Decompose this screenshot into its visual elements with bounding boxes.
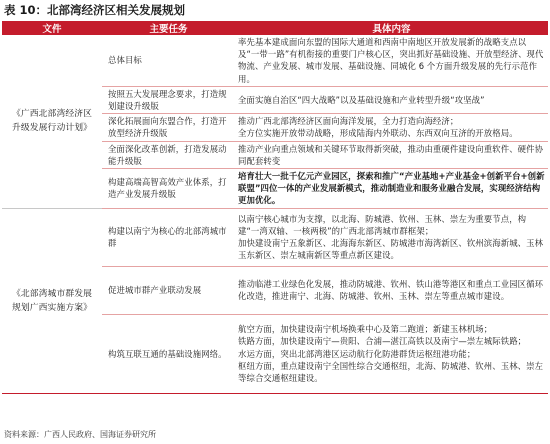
table-body [2, 35, 548, 393]
content-paragraph: 培育壮大一批千亿元产业园区，探索和推广“产业基地+产业基金+创新平台+创新联盟”四位一体的产业发展新模式，推动制造业和服务业融合发展，实现经济结构更加优化。 [238, 171, 545, 206]
header-file: 文件 [2, 21, 102, 35]
content-cell [235, 314, 548, 393]
content-paragraph: 加快建设南宁五象新区、北海海东新区、防城港市海湾新区、钦州滨海新城、玉林玉东新区、崇左城南新区等重点新区建设。 [238, 238, 544, 261]
content-cell [235, 114, 548, 141]
table-header [2, 21, 548, 35]
content-paragraph: 枢纽方面，重点建设南宁全国性综合交通枢纽，北海、防城港、钦州、玉林、崇左等综合交通枢纽建设。 [238, 360, 544, 383]
header-content: 具体内容 [235, 21, 548, 35]
content-paragraph: 航空方面，加快建设南宁机场换乘中心及第二跑道；新建玉林机场； [238, 324, 493, 335]
header-task: 主要任务 [102, 21, 235, 35]
task-cell: 总体目标 [108, 55, 142, 66]
table-container [2, 21, 548, 394]
task-cell: 构建高端高智高效产业体系，打造产业发展升级版 [102, 169, 235, 209]
task-cell: 按照五大发展理念要求，打造规划建设升级版 [102, 86, 235, 113]
content-cell [235, 169, 548, 209]
task-cell: 构筑互联互通的基础设施网络。 [102, 314, 235, 393]
task-cell: 构建以南宁为核心的北部湾城市群 [102, 208, 235, 266]
content-paragraph: 水运方面，突出北部湾港区运动航行化防港群货运枢纽港功能； [238, 348, 476, 359]
content-cell [235, 86, 548, 113]
content-paragraph: 铁路方面，加快建设南宁—贵阳、合浦—湛江高铁以及南宁—崇左城际铁路； [238, 336, 527, 347]
plan-name-cell: 《广西北部湾经济区升级发展行动计划》 [11, 109, 93, 134]
content-cell [235, 266, 548, 314]
plans-table [2, 21, 548, 394]
table-row [2, 35, 548, 86]
content-paragraph: 以南宁核心城市为支撑，以北海、防城港、钦州、玉林、崇左为重要节点，构建“一湾双轴、一核两极”的广西北部湾城市群框架； [238, 213, 527, 236]
task-cell: 深化拓展面向东盟合作，打造开放型经济升级版 [102, 114, 235, 141]
content-cell [235, 141, 548, 168]
task-cell: 促进城市群产业联动发展 [102, 266, 235, 314]
table-title: 表 10：北部湾经济区相关发展规划 [4, 3, 186, 17]
content-paragraph: 推动临港工业绿色化发展，推动防城港、钦州、铁山港等港区和重点工业园区循环化改造，推进南宁、北海、防城港、钦州、玉林、崇左等重点城市建设。 [238, 278, 544, 302]
task-cell: 全面深化改革创新，打造发展动能升级版 [102, 141, 235, 168]
content-cell [235, 208, 548, 266]
source-note: 资料来源：广西人民政府、国海证券研究所 [4, 430, 156, 439]
content-paragraph: 全面实施自治区“四大战略”以及基础设施和产业转型升级“攻坚战” [238, 94, 485, 105]
content-paragraph: 率先基本建成面向东盟的国际大通道和西南中南地区开放发展新的战略支点以及“一带一路”有机衔接的重要门户核心区，突出抓好基础设施、开放型经济、现代物流、产业发展、城市发展、基础设施、同城化 6 个方面升级发展的先行示范作用。 [238, 37, 544, 84]
plan-name-cell: 《北部湾城市群发展规划广西实施方案》 [2, 208, 102, 393]
table-row [2, 208, 548, 266]
content-paragraph: 推动广西北部湾经济区面向海洋发展，全力打造向海经济； [238, 116, 459, 127]
content-paragraph: 全方位实施开放带动战略，形成陆海内外联动、东西双向互济的开放格局。 [238, 128, 518, 139]
content-paragraph: 推动产业向重点领域和关键环节取得新突破，推动由重硬件建设向重软件、硬件协同配套转变 [238, 143, 544, 166]
content-cell [235, 35, 548, 86]
